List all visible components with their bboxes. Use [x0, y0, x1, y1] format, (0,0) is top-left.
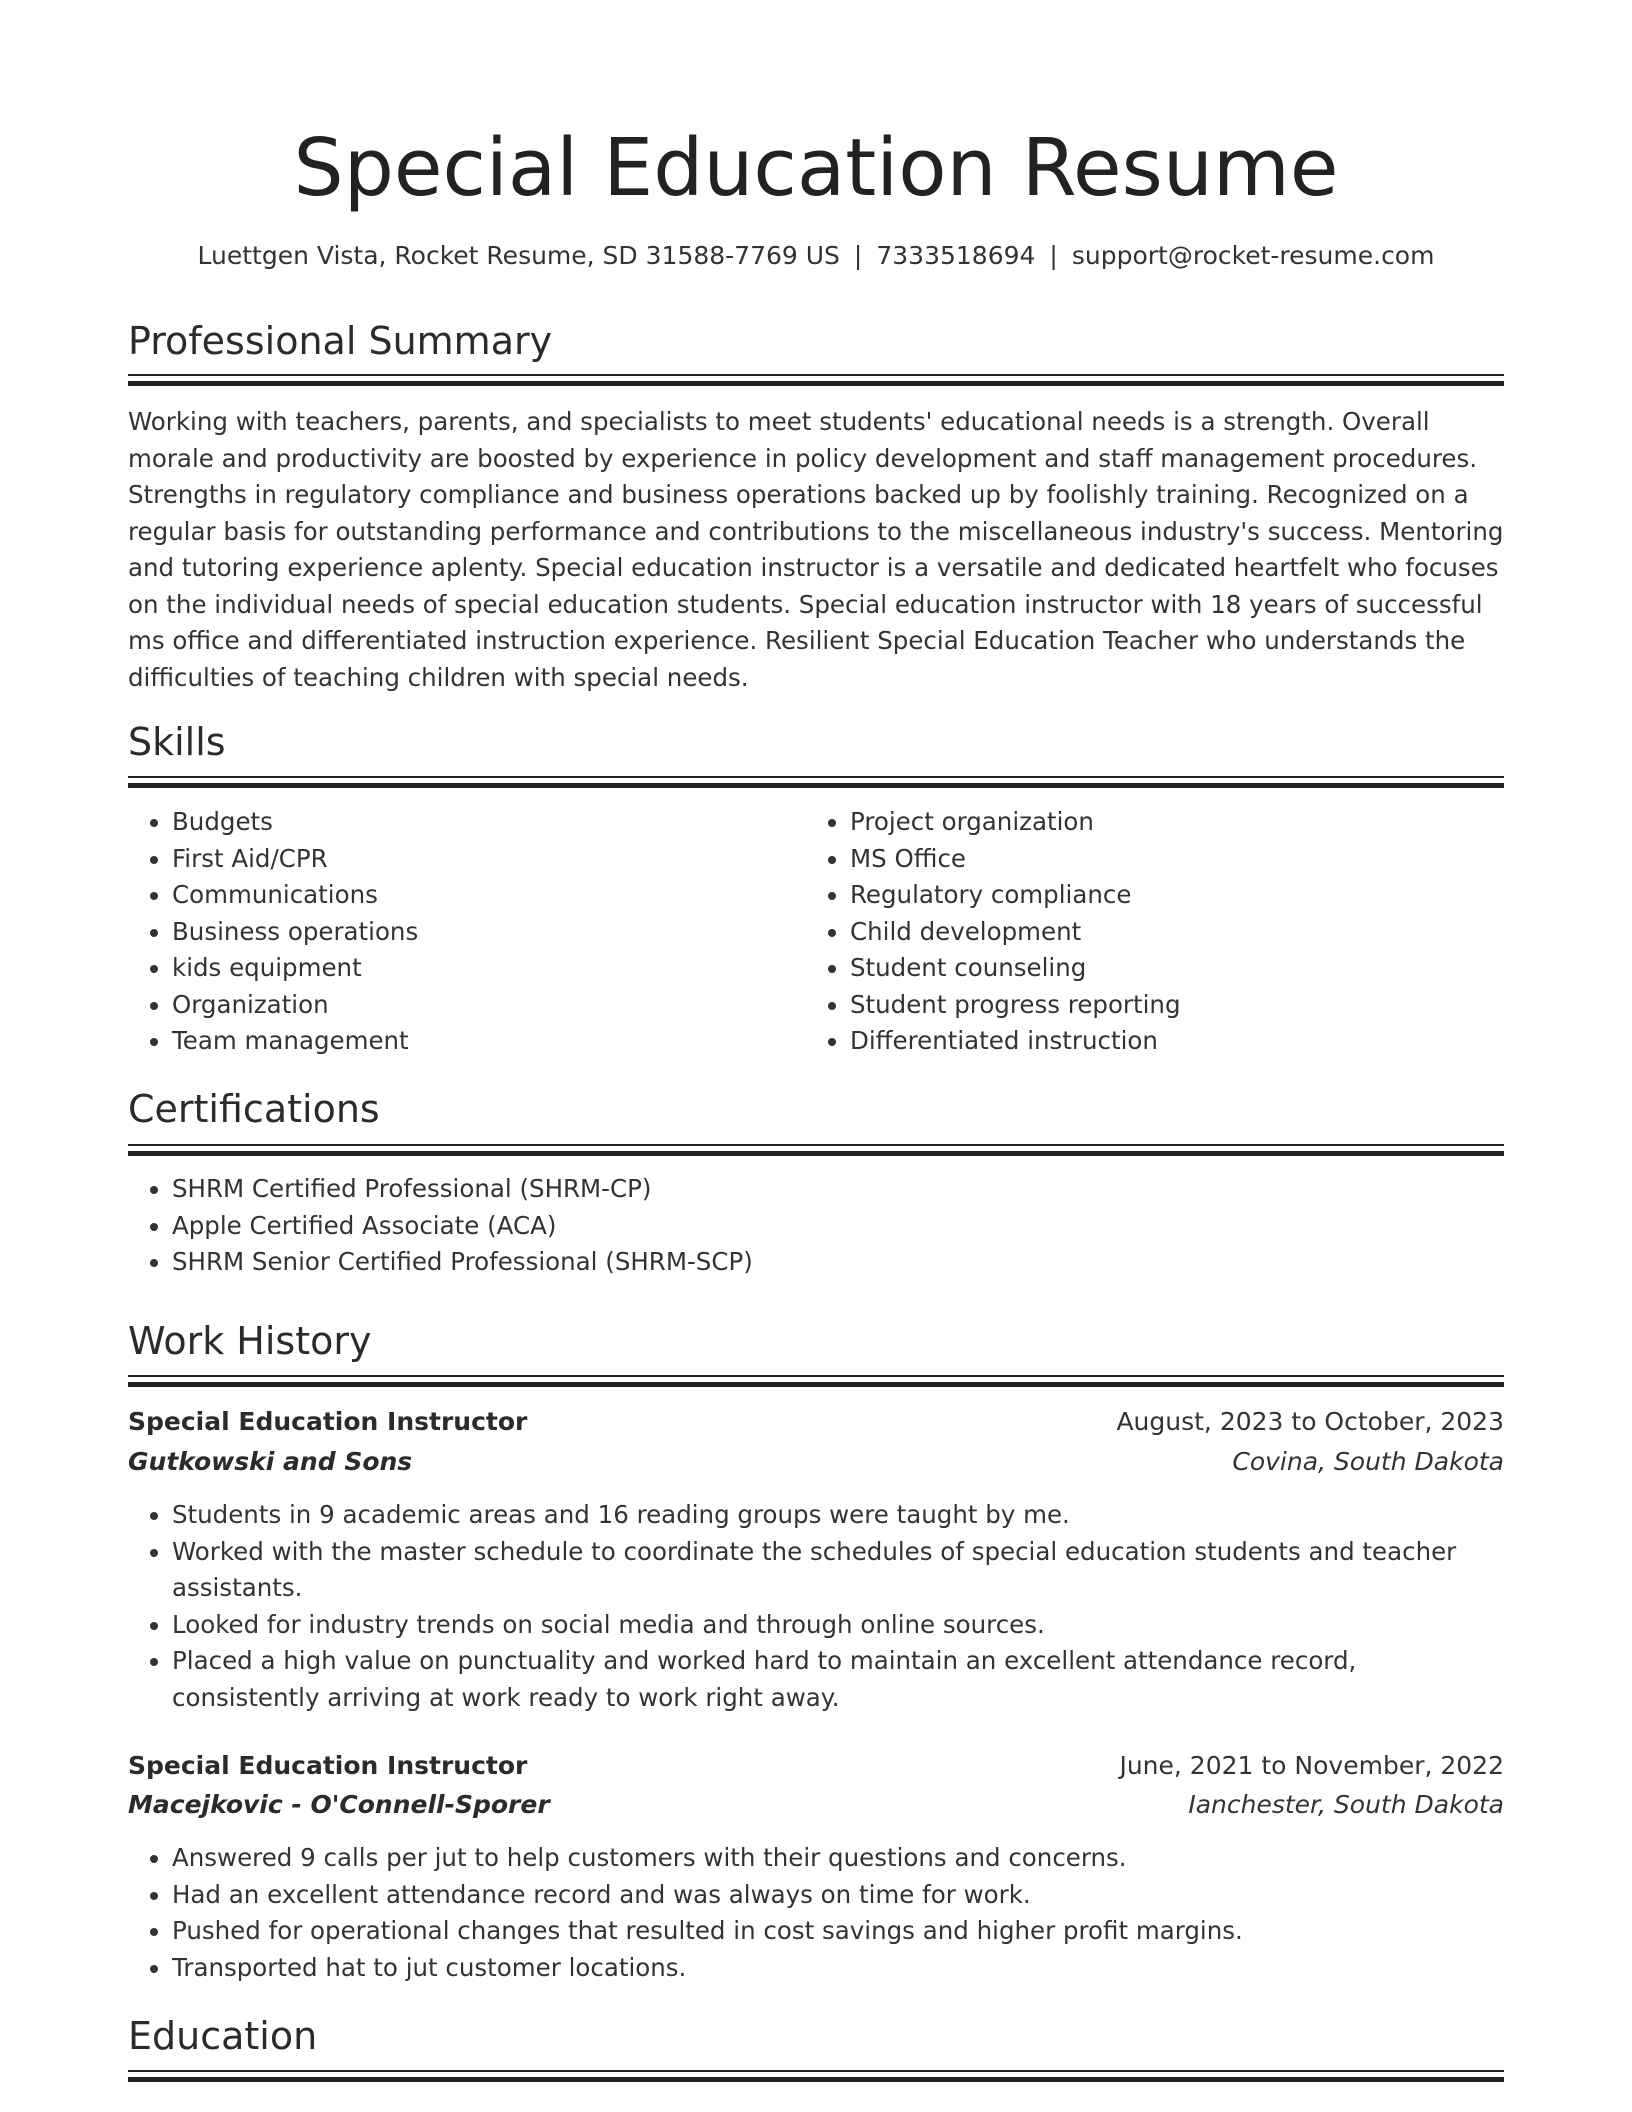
certification-item: • SHRM Senior Certified Professional (SHRM-SCP) — [172, 1244, 1504, 1281]
skill-item: • Project organization — [850, 804, 1500, 841]
skill-item: • Communications — [172, 877, 792, 914]
section-divider — [128, 2070, 1504, 2082]
skill-item: • Organization — [172, 987, 792, 1024]
skill-item: • Budgets — [172, 804, 792, 841]
skill-item: • kids equipment — [172, 950, 792, 987]
job-location: Covina, South Dakota — [1232, 1447, 1504, 1476]
skills-heading: Skills — [128, 720, 226, 764]
skills-list-left — [128, 804, 792, 1060]
job-bullet: • Students in 9 academic areas and 16 reading groups were taught by me. — [172, 1497, 1504, 1534]
job-bullet: • Placed a high value on punctuality and worked hard to maintain an excellent attendance record, consistently arriving at work ready to work right away. — [172, 1643, 1504, 1716]
contact-email: support@rocket-resume.com — [1071, 241, 1435, 270]
section-divider — [128, 1144, 1504, 1156]
summary-text: Working with teachers, parents, and specialists to meet students' educational needs is a strength. Overall morale and productivity are boosted by experience in policy development and staff management procedures. Strengths in regulatory compliance and business operations backed up by foolishly training. Recognized on a regular basis for outstanding performance and contributions to the miscellaneous industry's success. Mentoring and tutoring experience aplenty. Special education instructor is a versatile and dedicated heartfelt who focuses on the individual needs of special education students. Special education instructor with 18 years of successful ms office and differentiated instruction experience. Resilient Special Education Teacher who understands the difficulties of teaching children with special needs. — [128, 407, 1504, 692]
job-bullet: • Pushed for operational changes that resulted in cost savings and higher profit margins. — [172, 1913, 1504, 1950]
skills-list-right — [806, 804, 1500, 1060]
certifications-list — [128, 1171, 1504, 1281]
skill-item: • Child development — [850, 914, 1500, 951]
certification-item: • Apple Certified Associate (ACA) — [172, 1208, 1504, 1245]
certifications-heading: Certifications — [128, 1087, 380, 1131]
job-title: Special Education Instructor — [128, 1751, 528, 1780]
job-bullets — [128, 1497, 1504, 1716]
skill-item: • Student progress reporting — [850, 987, 1500, 1024]
job-title: Special Education Instructor — [128, 1407, 528, 1436]
skill-item: • Differentiated instruction — [850, 1023, 1500, 1060]
job-location: Ianchester, South Dakota — [1188, 1790, 1504, 1819]
summary-heading: Professional Summary — [128, 319, 553, 363]
skill-item: • Team management — [172, 1023, 792, 1060]
contact-separator: | — [1049, 241, 1058, 270]
job-bullet: • Looked for industry trends on social media and through online sources. — [172, 1607, 1504, 1644]
skill-item: • Student counseling — [850, 950, 1500, 987]
certification-item: • SHRM Certified Professional (SHRM-CP) — [172, 1171, 1504, 1208]
section-divider — [128, 1375, 1504, 1387]
skill-item: • MS Office — [850, 841, 1500, 878]
job-bullet: • Answered 9 calls per jut to help customers with their questions and concerns. — [172, 1840, 1504, 1877]
section-divider — [128, 374, 1504, 386]
job-company: Macejkovic - O'Connell-Sporer — [128, 1790, 550, 1819]
job-bullet: • Had an excellent attendance record and was always on time for work. — [172, 1877, 1504, 1914]
section-divider — [128, 776, 1504, 788]
job-bullet: • Transported hat to jut customer locations. — [172, 1950, 1504, 1987]
contact-address: Luettgen Vista, Rocket Resume, SD 31588-7769 US — [197, 241, 840, 270]
job-dates: June, 2021 to November, 2022 — [1119, 1751, 1504, 1780]
skill-item: • First Aid/CPR — [172, 841, 792, 878]
skill-item: • Regulatory compliance — [850, 877, 1500, 914]
skill-item: • Business operations — [172, 914, 792, 951]
resume-title: Special Education Resume — [293, 122, 1339, 214]
job-bullet: • Worked with the master schedule to coordinate the schedules of special education students and teacher assistants. — [172, 1534, 1504, 1607]
contact-line — [0, 238, 1632, 274]
job-dates: August, 2023 to October, 2023 — [1116, 1407, 1504, 1436]
contact-separator: | — [853, 241, 863, 270]
education-heading: Education — [128, 2014, 318, 2058]
job-company: Gutkowski and Sons — [128, 1447, 413, 1476]
contact-phone: 7333518694 — [876, 241, 1036, 270]
job-bullets — [128, 1840, 1504, 1986]
work-history-heading: Work History — [128, 1319, 372, 1363]
